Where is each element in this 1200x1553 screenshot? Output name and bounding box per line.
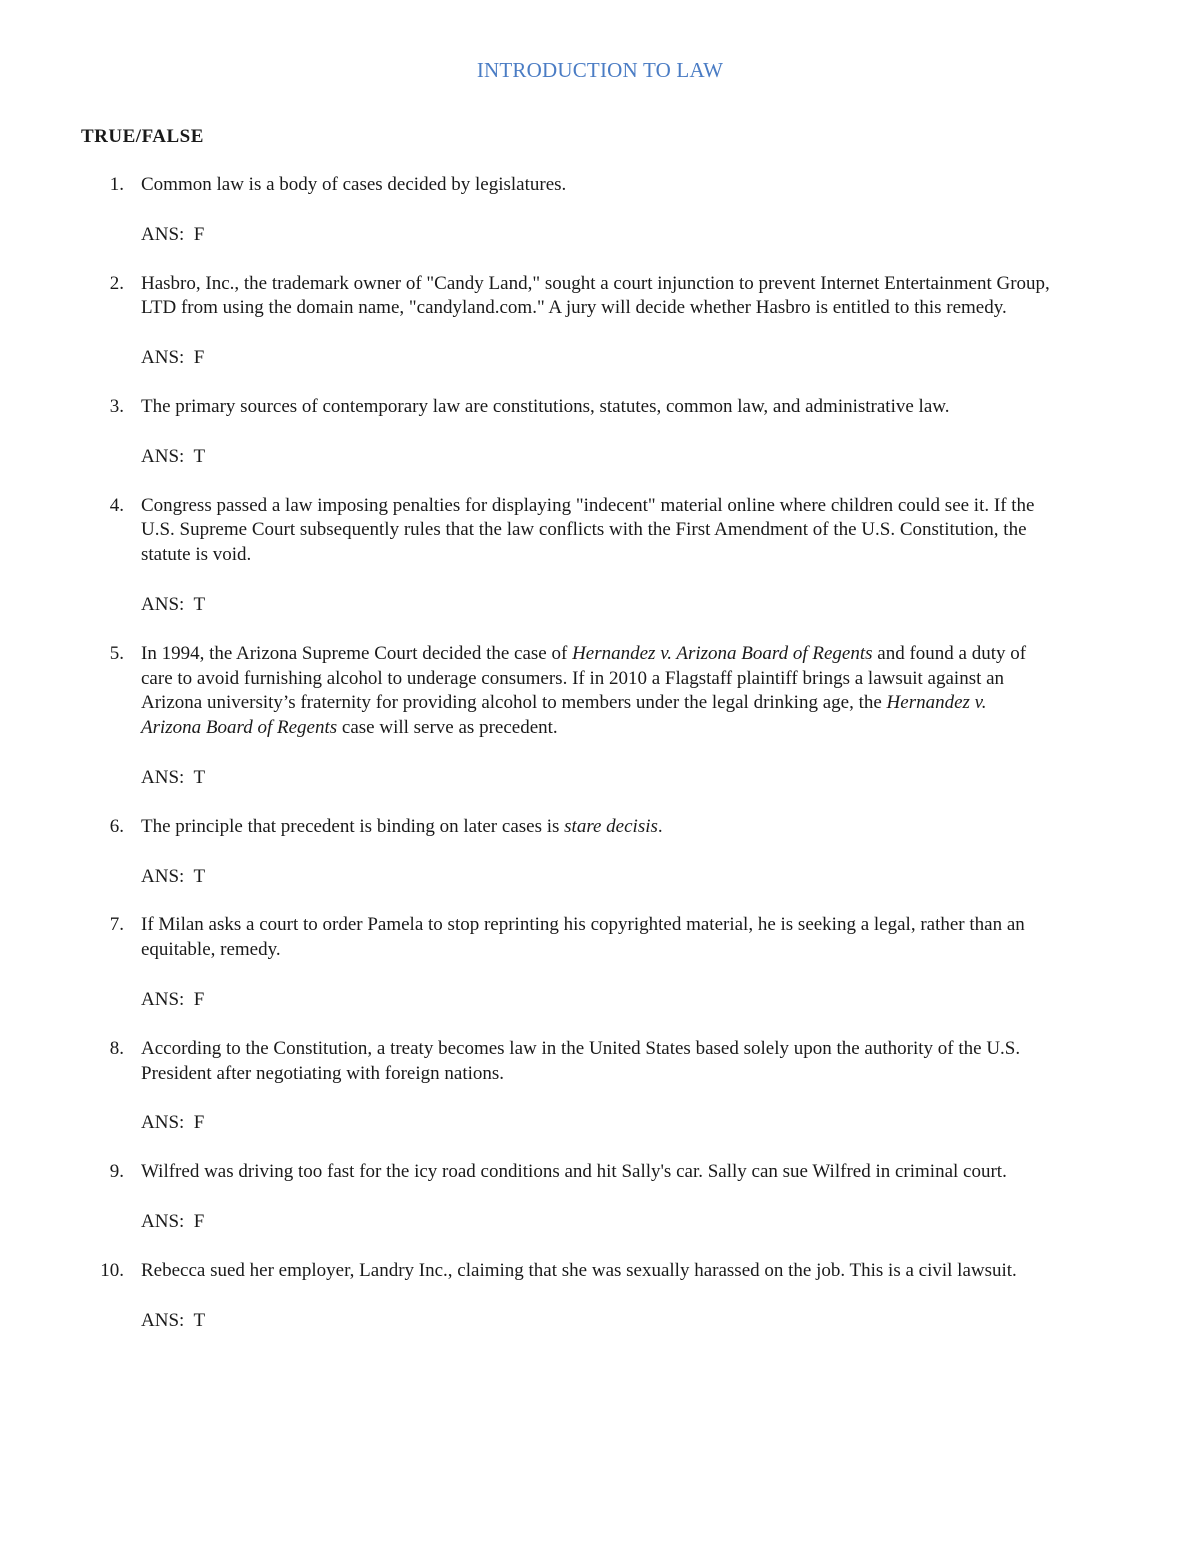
question-text-part: Common law is a body of cases decided by legislatures. bbox=[141, 174, 567, 195]
question-text bbox=[141, 494, 1051, 568]
section-heading: TRUE/FALSE bbox=[81, 126, 204, 147]
answer-line bbox=[141, 1111, 1200, 1136]
answer-prefix: ANS: bbox=[141, 223, 185, 245]
question-text-part: Hasbro, Inc., the trademark owner of "Candy Land," sought a court injunction to prevent Internet Entertainment Group, LTD from using the domain name, "candyland.com." A jury will decide whether Hasbro is entitled to this remedy. bbox=[141, 272, 1050, 319]
question-text bbox=[141, 173, 1051, 198]
question-item bbox=[0, 395, 1200, 470]
question-text bbox=[141, 642, 1051, 741]
question-item bbox=[0, 173, 1200, 248]
answer-line bbox=[141, 593, 1200, 618]
answer-line bbox=[141, 988, 1200, 1013]
answer-line bbox=[141, 223, 1200, 248]
question-number: 9. bbox=[109, 1161, 124, 1183]
question-text-part: Rebecca sued her employer, Landry Inc., claiming that she was sexually harassed on the job. This is a civil lawsuit. bbox=[141, 1259, 1017, 1281]
question-number: 1. bbox=[109, 174, 124, 195]
question-number: 7. bbox=[109, 914, 124, 936]
question-text bbox=[141, 395, 1051, 420]
question-text-part: case will serve as precedent. bbox=[337, 717, 558, 739]
question-text-italic: Hernandez v. Arizona Board of Regents bbox=[572, 642, 873, 664]
question-text-part: The primary sources of contemporary law are constitutions, statutes, common law, and administrative law. bbox=[141, 395, 950, 417]
question-text-part: According to the Constitution, a treaty becomes law in the United States based solely upon the authority of the U.S. President after negotiating with foreign nations. bbox=[141, 1037, 1021, 1084]
question-number: 4. bbox=[109, 494, 124, 516]
answer-line bbox=[141, 1309, 1200, 1334]
question-number: 5. bbox=[109, 642, 124, 664]
question-number: 6. bbox=[109, 815, 124, 837]
question-item bbox=[0, 1259, 1200, 1334]
question-item bbox=[0, 815, 1200, 890]
question-text-part: and found a duty of care to avoid furnishing alcohol to underage consumers. If in 2010 a Flagstaff plaintiff brings a lawsuit against an Arizona university’s fraternity for providing alcohol to members under the legal drinking age, the bbox=[141, 642, 1027, 714]
answer-prefix: ANS: bbox=[141, 865, 185, 887]
answer-line bbox=[141, 346, 1200, 371]
answer-value: F bbox=[193, 347, 205, 369]
answer-value: T bbox=[193, 766, 206, 788]
question-text bbox=[141, 1160, 1051, 1185]
question-text bbox=[141, 1259, 1051, 1284]
question-text bbox=[141, 815, 1051, 840]
answer-line bbox=[141, 445, 1200, 470]
question-item bbox=[0, 272, 1200, 371]
question-item bbox=[0, 494, 1200, 618]
question-text-part: Wilfred was driving too fast for the icy road conditions and hit Sally's car. Sally can sue Wilfred in criminal court. bbox=[141, 1161, 1007, 1183]
question-number: 2. bbox=[109, 272, 124, 294]
answer-value: T bbox=[193, 593, 206, 615]
question-text-italic: Hernandez v. Arizona Board of Regents bbox=[141, 692, 987, 739]
answer-prefix: ANS: bbox=[141, 1112, 185, 1134]
question-text bbox=[141, 1037, 1051, 1087]
answer-value: F bbox=[193, 1112, 205, 1134]
answer-value: F bbox=[193, 988, 205, 1010]
question-text bbox=[141, 913, 1051, 963]
answer-value: F bbox=[193, 223, 205, 245]
question-text-italic: stare decisis bbox=[564, 815, 658, 837]
question-item bbox=[0, 1037, 1200, 1136]
answer-value: T bbox=[193, 1309, 206, 1331]
question-number: 10. bbox=[100, 1259, 124, 1281]
question-text-part: The principle that precedent is binding on later cases is bbox=[141, 815, 565, 837]
answer-line bbox=[141, 766, 1200, 791]
question-number: 8. bbox=[109, 1037, 124, 1059]
question-text bbox=[141, 272, 1051, 322]
answer-prefix: ANS: bbox=[141, 445, 185, 467]
question-list bbox=[0, 173, 1200, 1357]
question-item bbox=[0, 913, 1200, 1012]
question-item bbox=[0, 1160, 1200, 1235]
question-text-part: If Milan asks a court to order Pamela to stop reprinting his copyrighted material, he is seeking a legal, rather than an equitable, remedy. bbox=[141, 914, 1025, 961]
answer-value: F bbox=[193, 1210, 205, 1232]
answer-line bbox=[141, 1210, 1200, 1235]
answer-prefix: ANS: bbox=[141, 988, 185, 1010]
answer-value: T bbox=[193, 445, 206, 467]
answer-line bbox=[141, 865, 1200, 890]
question-text-part: In 1994, the Arizona Supreme Court decided the case of bbox=[141, 642, 573, 664]
answer-value: T bbox=[193, 865, 206, 887]
answer-prefix: ANS: bbox=[141, 1210, 185, 1232]
question-number: 3. bbox=[109, 395, 124, 417]
question-text-part: . bbox=[657, 815, 663, 837]
answer-prefix: ANS: bbox=[141, 347, 185, 369]
question-text-part: Congress passed a law imposing penalties for displaying "indecent" material online where children could see it. If the U.S. Supreme Court subsequently rules that the law conflicts with the First Amendment of the U.S. Constitution, the statute is void. bbox=[141, 494, 1035, 566]
question-item bbox=[0, 642, 1200, 791]
answer-prefix: ANS: bbox=[141, 1309, 185, 1331]
answer-prefix: ANS: bbox=[141, 766, 185, 788]
document-title: INTRODUCTION TO LAW bbox=[476, 58, 724, 82]
answer-prefix: ANS: bbox=[141, 593, 185, 615]
